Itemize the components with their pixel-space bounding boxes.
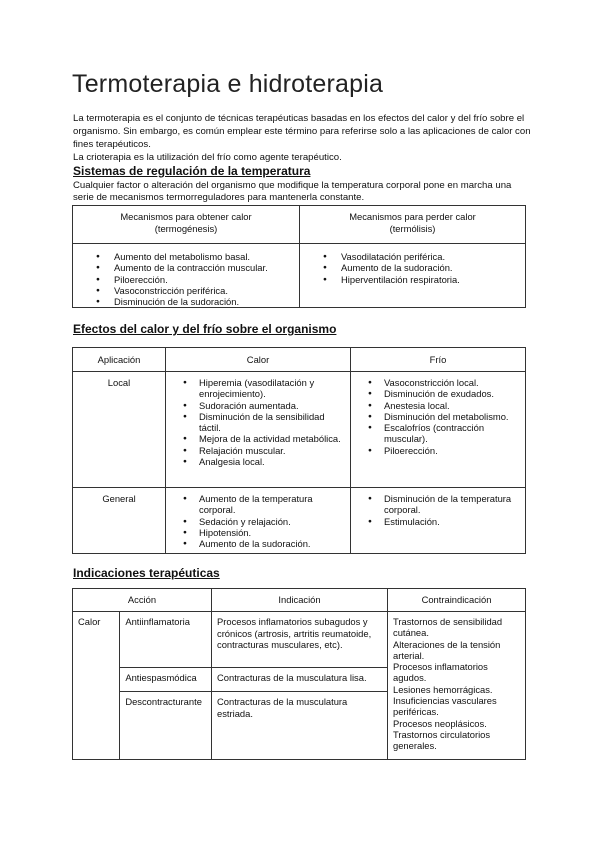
list-item: ● Vasodilatación periférica. — [300, 251, 525, 262]
list-item: ● Aumento de la temperatura corporal. — [166, 493, 344, 516]
list-item: ● Sedación y relajación. — [166, 516, 344, 527]
list-item: ● Piloerección. — [73, 274, 299, 285]
list-item: Trastornos de sensibilidad cutánea. — [393, 616, 503, 639]
header-indicacion: Indicación — [212, 589, 388, 612]
cell-local-frio — [351, 372, 526, 488]
list-item: ● Disminución de la sensibilidad táctil. — [166, 411, 344, 434]
list-item: ● Escalofríos (contracción muscular). — [351, 422, 519, 445]
list-item: ● Sudoración aumentada. — [166, 400, 344, 411]
list-item: ● Vasoconstricción periférica. — [73, 285, 299, 296]
header-aplicacion: Aplicación — [73, 348, 166, 372]
section-heading-regulacion: Sistemas de regulación de la temperatura — [73, 164, 311, 178]
section-heading-indicaciones: Indicaciones terapéuticas — [73, 566, 220, 580]
cell-termogenesis-list — [73, 244, 300, 308]
cell-accion-descontracturante: Descontracturante — [120, 692, 212, 760]
intro-paragraph-crioterapia: La crioterapia es la utilización del frío como agente terapéutico. — [73, 152, 342, 163]
list-item: Procesos inflamatorios agudos. — [393, 661, 488, 684]
list-item: ● Relajación muscular. — [166, 445, 344, 456]
cell-indicacion-antiespasmodica: Contracturas de la musculatura lisa. — [212, 668, 388, 692]
list-item: ● Aumento de la sudoración. — [300, 262, 525, 273]
list-item: ● Piloerección. — [351, 445, 519, 456]
header-accion: Acción — [73, 589, 212, 612]
table-efectos — [72, 347, 526, 554]
table-indicaciones — [72, 588, 526, 760]
list-item: Alteraciones de la tensión arterial. — [393, 638, 501, 661]
cell-termolisis-list — [300, 244, 526, 308]
cell-general-calor — [166, 488, 351, 554]
cell-contraindicaciones — [388, 612, 526, 760]
list-item: ● Disminución de la temperatura corporal. — [351, 493, 519, 516]
intro-paragraph-termoterapia: La termoterapia es el conjunto de técnicas terapéuticas basadas en los efectos del calor y del frío sobre el organismo. Sin embargo, es común emplear este término para referirse solo a las aplicaciones de calor con fines terapéuticos. — [73, 113, 531, 150]
header-contraindicacion: Contraindicación — [388, 589, 526, 612]
cell-agent-calor: Calor — [73, 612, 120, 760]
header-calor: Calor — [166, 348, 351, 372]
header-termogenesis: Mecanismos para obtener calor (termogénesis) — [73, 206, 300, 244]
list-item: ● Disminución del metabolismo. — [351, 411, 519, 422]
list-item: ● Hiperventilación respiratoria. — [300, 274, 525, 285]
list-item: ● Analgesia local. — [166, 456, 344, 467]
cell-general-frio — [351, 488, 526, 554]
list-item: ● Mejora de la actividad metabólica. — [166, 433, 344, 444]
list-item: ● Aumento de la contracción muscular. — [73, 262, 299, 273]
table-termorregulacion — [72, 205, 526, 308]
list-item: Trastornos circulatorios generales. — [393, 728, 491, 752]
list-item: ● Aumento de la sudoración. — [166, 538, 344, 549]
list-item: ● Disminución de exudados. — [351, 388, 519, 399]
list-item: ● Hiperemia (vasodilatación y enrojecimiento). — [166, 377, 344, 400]
header-frio: Frío — [351, 348, 526, 372]
list-item: ● Anestesia local. — [351, 400, 519, 411]
header-termolisis: Mecanismos para perder calor (termólisis) — [300, 206, 526, 244]
cell-accion-antiinflamatoria: Antiinflamatoria — [120, 612, 212, 668]
section-lead-regulacion: Cualquier factor o alteración del organismo que modifique la temperatura corporal pone en marcha una serie de mecanismos termorreguladores para mantenerla constante. — [73, 180, 512, 203]
cell-app-local: Local — [73, 372, 166, 488]
cell-indicacion-antiinflamatoria: Procesos inflamatorios subagudos y crónicos (artrosis, artritis reumatoide, contracturas musculares, etc). — [212, 612, 388, 668]
list-item: Procesos neoplásicos. — [393, 717, 487, 729]
page-title: Termoterapia e hidroterapia — [72, 70, 384, 98]
list-item: Insuficiencias vasculares periféricas. — [393, 695, 497, 718]
list-item: ● Hipotensión. — [166, 527, 344, 538]
list-item: ● Aumento del metabolismo basal. — [73, 251, 299, 262]
list-item: ● Estimulación. — [351, 516, 519, 527]
section-heading-efectos: Efectos del calor y del frío sobre el organismo — [73, 322, 337, 336]
list-item: Lesiones hemorrágicas. — [393, 683, 493, 695]
list-item: ● Vasoconstricción local. — [351, 377, 519, 388]
cell-app-general: General — [73, 488, 166, 554]
cell-local-calor — [166, 372, 351, 488]
cell-accion-antiespasmodica: Antiespasmódica — [120, 668, 212, 692]
intro-block — [73, 112, 533, 164]
list-item: ● Disminución de la sudoración. — [73, 296, 299, 307]
cell-indicacion-descontracturante: Contracturas de la musculatura estriada. — [212, 692, 388, 760]
